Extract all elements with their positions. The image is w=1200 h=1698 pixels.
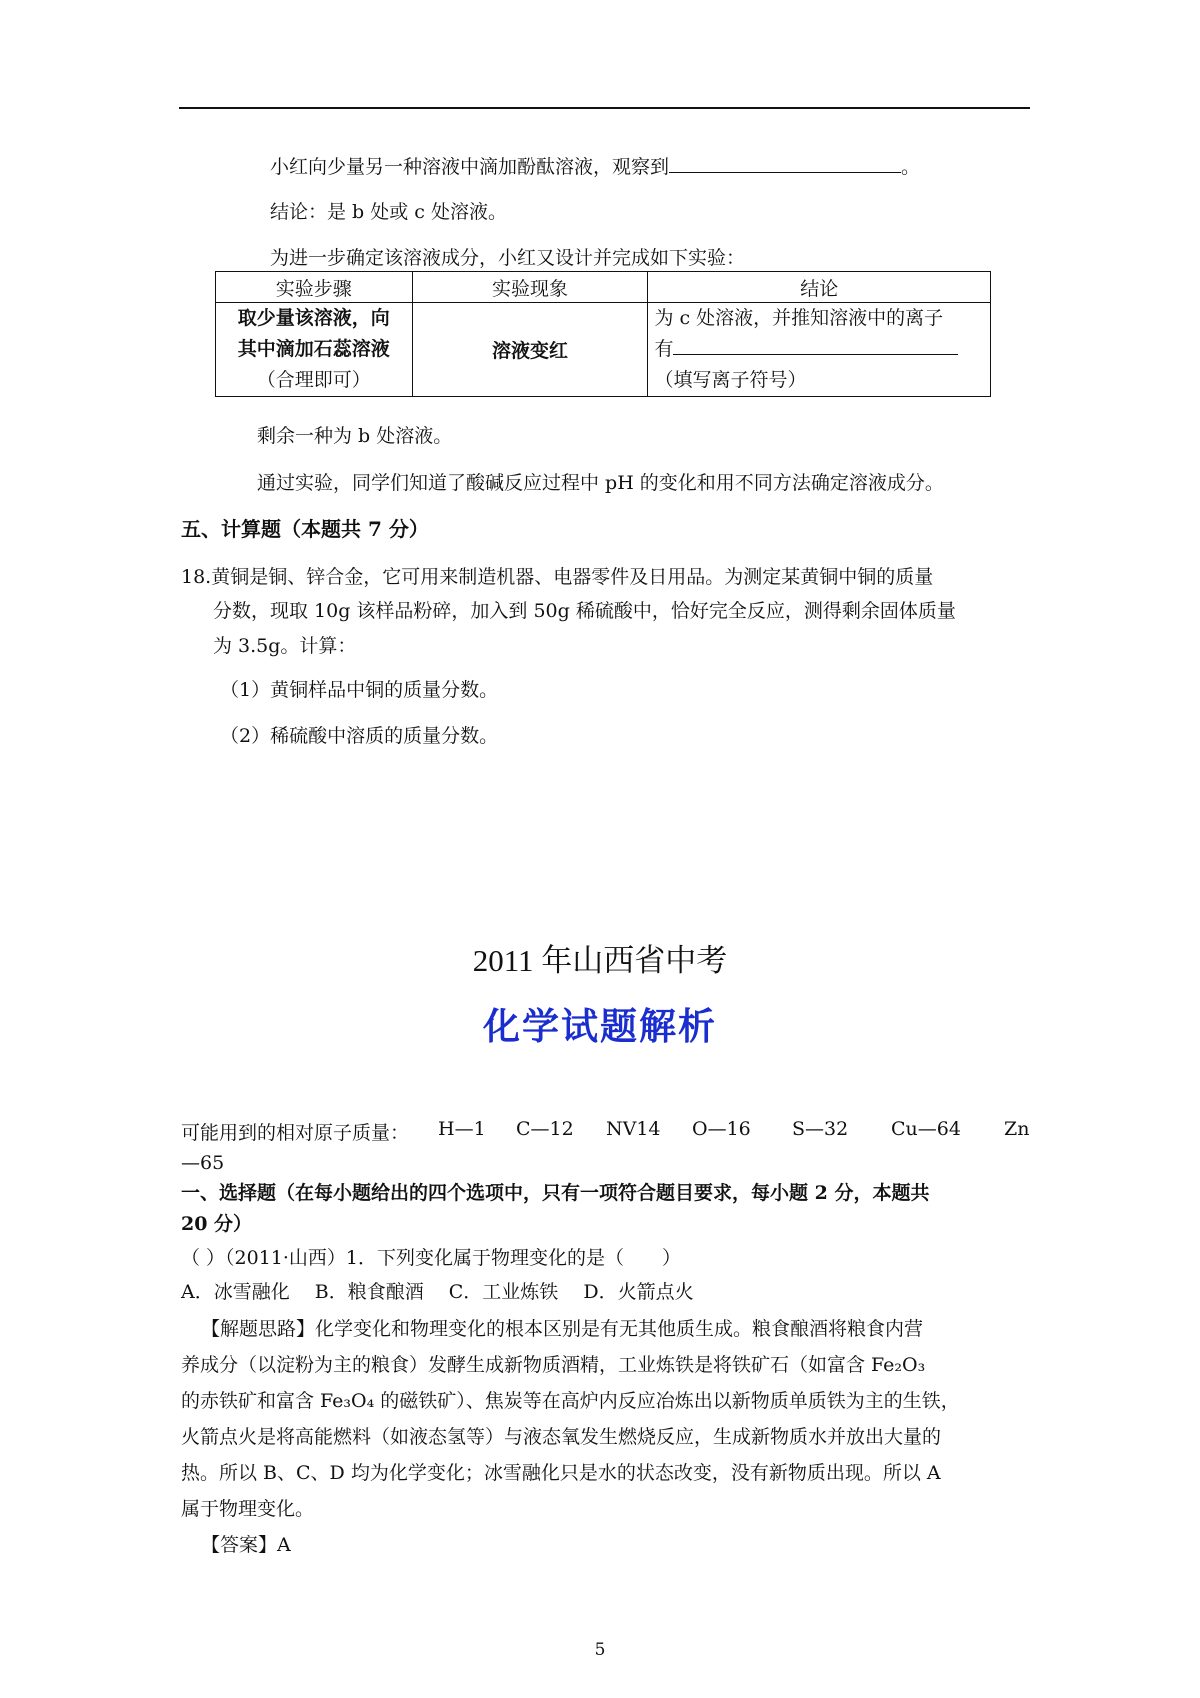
header-steps: 实验步骤 bbox=[216, 272, 413, 303]
analysis-title: 化学试题解析 bbox=[483, 1005, 717, 1048]
atomic-masses-wrap: —65 bbox=[181, 1152, 225, 1174]
section1-heading-line2: 20 分） bbox=[181, 1213, 253, 1235]
q1-stem: （ ）（2011·山西）1．下列变化属于物理变化的是（ ） bbox=[181, 1247, 682, 1269]
header-rule bbox=[179, 107, 1030, 109]
header-phenomenon: 实验现象 bbox=[412, 272, 648, 303]
ion-answer-blank bbox=[673, 335, 958, 355]
answer-blank bbox=[669, 153, 901, 173]
cell-conclusion: 为 c 处溶液，并推知溶液中的离子 有 （填写离子符号） bbox=[648, 303, 991, 397]
cell-steps: 取少量该溶液，向 其中滴加石蕊溶液 （合理即可） bbox=[216, 303, 413, 397]
q18-line2: 分数，现取 10g 该样品粉碎，加入到 50g 稀硫酸中，恰好完全反应，测得剩余固体质量 bbox=[213, 600, 956, 622]
section5-heading: 五、计算题（本题共 7 分） bbox=[181, 517, 429, 541]
q18-sub1: （1）黄铜样品中铜的质量分数。 bbox=[220, 679, 499, 701]
answer-line: 【答案】A bbox=[201, 1534, 291, 1556]
table-row bbox=[216, 303, 991, 397]
further-experiment-line: 为进一步确定该溶液成分，小红又设计并完成如下实验： bbox=[270, 247, 746, 269]
q1-options: A．冰雪融化 B．粮食酿酒 C．工业炼铁 D．火箭点火 bbox=[181, 1281, 694, 1303]
summary-line: 通过实验，同学们知道了酸碱反应过程中 pH 的变化和用不同方法确定溶液成分。 bbox=[257, 472, 944, 494]
table-header-row bbox=[216, 272, 991, 303]
q18-line3: 为 3.5g。计算： bbox=[213, 635, 357, 657]
q18-line1: 18.黄铜是铜、锌合金，它可用来制造机器、电器零件及日用品。为测定某黄铜中铜的质量 bbox=[181, 566, 934, 588]
q18-sub2: （2）稀硫酸中溶质的质量分数。 bbox=[220, 725, 499, 747]
page-number: 5 bbox=[594, 1640, 606, 1660]
header-conclusion: 结论 bbox=[648, 272, 991, 303]
analysis-block: 【解题思路】化学变化和物理变化的根本区别是有无其他质生成。粮食酿酒将粮食内营 养成分（以淀粉为主的粮食）发酵生成新物质酒精，工业炼铁是将铁矿石（如富含 Fe₂O₃ 的赤铁矿和富含 Fe₃O₄ 的磁铁矿）、焦炭等在高炉内反应冶炼出以新物质单质铁为主的生铁， 火箭点火是将高能燃料（如液态氢等）与液态氧发生燃烧反应，生成新物质水并放出大量的 热。所以 B、C、D 均为化学变化；冰雪融化只是水的状态改变，没有新物质出现。所以 A 属于物理变化。 【答案】A bbox=[181, 1311, 1030, 1563]
conclusion-line: 结论：是 b 处或 c 处溶液。 bbox=[270, 201, 507, 223]
exam-title: 2011 年山西省中考 bbox=[472, 943, 728, 978]
remaining-solution-line: 剩余一种为 b 处溶液。 bbox=[257, 425, 453, 447]
section1-heading-line1: 一、选择题（在每小题给出的四个选项中，只有一项符合题目要求，每小题 2 分，本题共 bbox=[181, 1182, 930, 1204]
observation-line: 小红向少量另一种溶液中滴加酚酞溶液，观察到 。 bbox=[270, 153, 920, 179]
cell-phenomenon: 溶液变红 bbox=[412, 303, 648, 397]
experiment-table bbox=[215, 271, 991, 397]
